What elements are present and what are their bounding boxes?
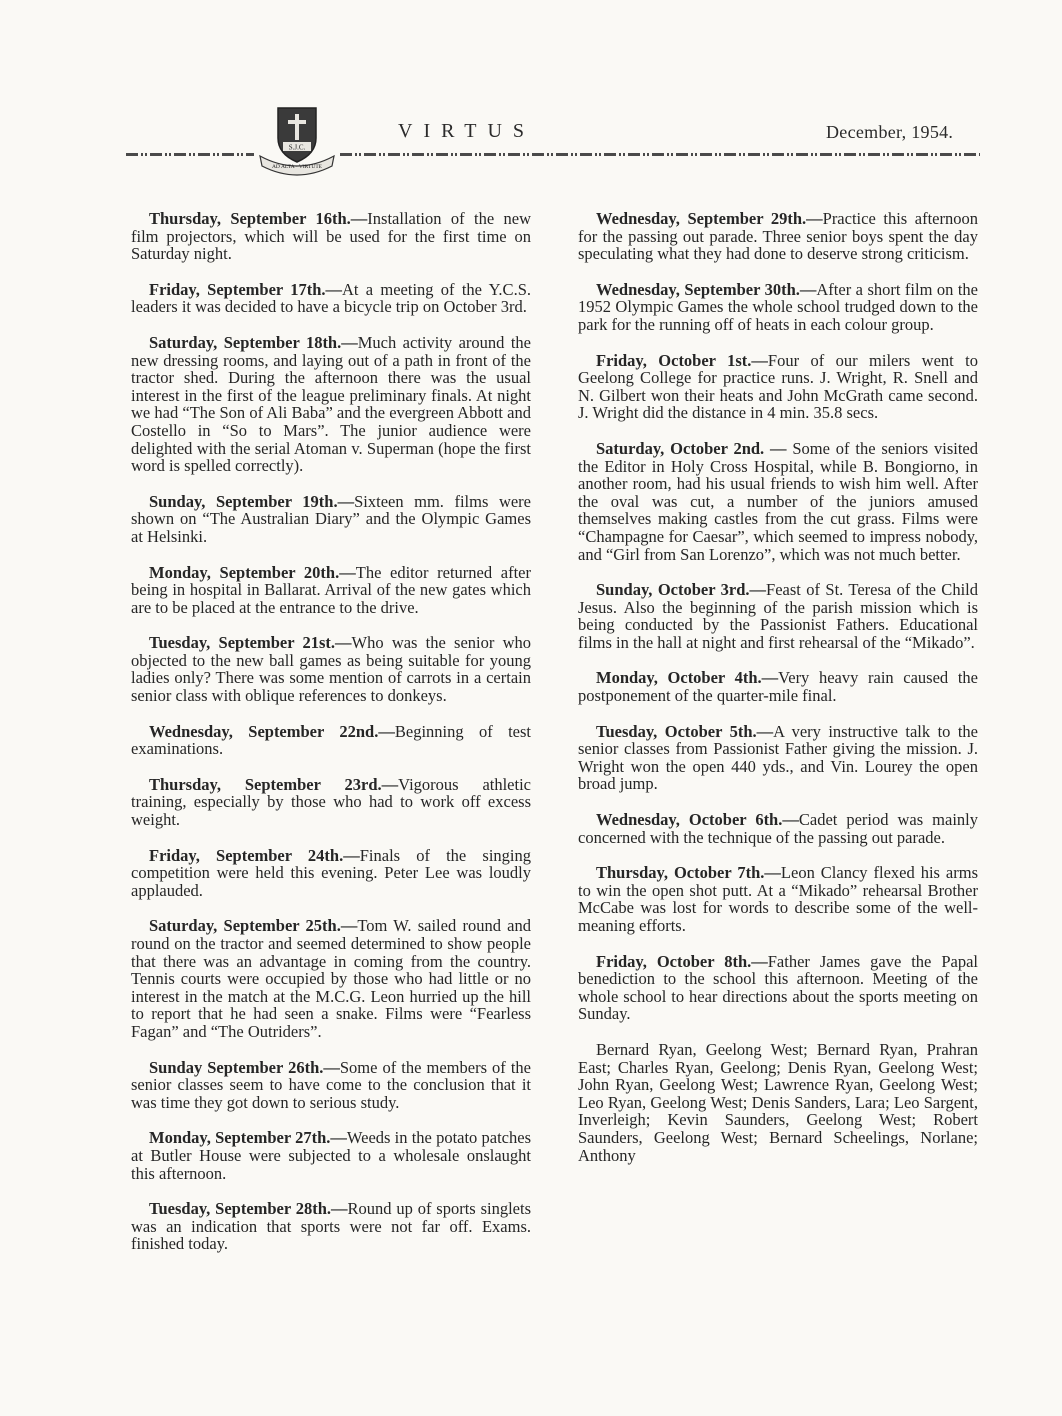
svg-text:S.J.C.: S.J.C.	[288, 143, 306, 152]
entry-date: Sunday, October 3rd.—	[596, 580, 767, 600]
entry-date: Friday, October 8th.—	[596, 951, 768, 971]
diary-entry	[578, 811, 978, 846]
entry-date: Friday, September 17th.—	[149, 279, 342, 299]
entry-date: Thursday, September 23rd.—	[149, 774, 399, 794]
left-column	[131, 210, 531, 1271]
entry-date: Tuesday, September 21st.—	[149, 633, 352, 653]
diary-entry	[578, 440, 978, 563]
entry-date: Monday, September 20th.—	[149, 562, 356, 582]
school-crest-icon	[256, 104, 338, 176]
entry-text: Father James gave the Papal benediction to the school this afternoon. Meeting of the whole school to hear directions about the sports meeting on Sunday.	[578, 951, 978, 1024]
diary-entry	[578, 210, 978, 263]
entry-date: Friday, September 24th.—	[149, 845, 360, 865]
entry-text: Some of the members of the senior classes seem to have come to the conclusion that it was time they got down to serious study.	[131, 1057, 531, 1112]
diary-entry	[131, 210, 531, 263]
entry-text: Some of the seniors visited the Editor in Holy Cross Hospital, while B. Bongiorno, in another room, had his usual friends to wish him well. After the oval was cut, a number of the juniors amused themselves making castles from the cut grass. Films were “Champagne for Caesar”, which seemed to impress nobody, and “Girl from San Lorenzo”, which was not much better.	[578, 438, 979, 564]
entry-date: Wednesday, October 6th.—	[596, 810, 799, 830]
entry-text: Round up of sports singlets was an indication that sports were not far off. Exams. finished today.	[131, 1199, 531, 1254]
diary-entry	[578, 352, 978, 422]
diary-entry	[578, 581, 978, 651]
entry-date: Saturday, September 25th.—	[149, 916, 358, 936]
names-list: Bernard Ryan, Geelong West; Bernard Ryan, Prahran East; Charles Ryan, Geelong; Denis Ryan, Geelong West; John Ryan, Geelong West; Lawrence Ryan, Geelong West; Leo Ryan, Geelong West; Denis Sanders, Lara; Leo Sargent, Inverleigh; Kevin Saunders, Geelong West; Robert Saunders, Geelong West; Bernard Scheelings, Norlane; Anthony	[578, 1039, 978, 1165]
diary-entry	[578, 953, 978, 1023]
diary-entry	[578, 669, 978, 704]
diary-entry	[131, 634, 531, 704]
entry-text: Four of our milers went to Geelong College for practice runs. J. Wright, R. Snell and N. Gilbert won their heats and John McGrath came second. J. Wright did the distance in 4 min. 35.8 secs.	[578, 350, 978, 423]
entry-text: Who was the senior who objected to the new ball games as being suitable for young ladies only? There was some mention of carrots in a certain senior class with oblique references to donkeys.	[131, 633, 531, 706]
entry-text: Weeds in the potato patches at Butler House were subjected to a wholesale onslaught this afternoon.	[131, 1128, 531, 1183]
entry-text: Leon Clancy flexed his arms to win the open shot putt. At a “Mikado” rehearsal Brother McCabe was lost for words to describe some of the well-meaning efforts.	[578, 863, 979, 935]
diary-entry	[131, 1059, 531, 1112]
diary-entry	[578, 723, 978, 793]
entry-text: Vigorous athletic training, especially by those who had to work off excess weight.	[131, 774, 531, 830]
entry-text: After a short film on the 1952 Olympic Games the whole school trudged down to the park for the running off of heats in each colour group.	[578, 279, 978, 334]
entry-date: Saturday, October 2nd. —	[596, 438, 793, 458]
entry-text: Beginning of test examinations.	[131, 721, 531, 759]
entry-text: Very heavy rain caused the postponement of the quarter-mile final.	[578, 668, 978, 706]
entry-date: Wednesday, September 29th.—	[596, 209, 823, 228]
header-rule-right	[340, 153, 980, 156]
entry-date: Thursday, September 16th.—	[149, 209, 368, 228]
entry-text: Finals of the singing competition were held this evening. Peter Lee was loudly applauded.	[131, 845, 531, 900]
diary-entry	[131, 1200, 531, 1253]
publication-title: VIRTUS	[398, 120, 536, 142]
right-column	[578, 210, 978, 1164]
entry-text: At a meeting of the Y.C.S. leaders it was decided to have a bicycle trip on October 3rd.	[131, 279, 531, 317]
diary-entry	[131, 334, 531, 475]
diary-entry	[131, 493, 531, 546]
entry-date: Monday, September 27th.—	[149, 1128, 347, 1148]
entry-text: Much activity around the new dressing rooms, and laying out of a path in front of the tractor shed. During the afternoon there was the usual interest in the first of the league preliminary finals. At night we had “The Son of Ali Baba” and the evergreen Abbott and Costello in “So to Mars”. The junior audience were delighted with the serial Atoman v. Superman (hope the first word is spelled correctly).	[131, 332, 531, 476]
svg-text:AD ALTA · VIRTUTE: AD ALTA · VIRTUTE	[271, 164, 323, 170]
diary-entry	[131, 723, 531, 758]
entry-text: Feast of St. Teresa of the Child Jesus. Also the beginning of the parish mission which is being conducted by the Passionist Fathers. Educational films in the hall at night and first rehearsal of the “Mikado”.	[578, 580, 978, 652]
diary-entry	[131, 847, 531, 900]
diary-entry	[131, 564, 531, 617]
entry-date: Wednesday, September 22nd.—	[149, 721, 395, 741]
entry-text: Installation of the new film projectors, which will be used for the first time on Saturday night.	[131, 209, 531, 264]
page-header	[0, 0, 1062, 200]
entry-date: Friday, October 1st.—	[596, 350, 768, 370]
entry-text: The editor returned after being in hospital in Ballarat. Arrival of the new gates which are to be placed at the entrance to the drive.	[131, 562, 531, 617]
entry-date: Tuesday, September 28th.—	[149, 1199, 348, 1219]
entry-text: Tom W. sailed round and round on the tractor and seemed determined to show people that there was an advantage in coming from the country. Tennis courts were occupied by those who had little or no interest in the match at the M.C.G. Leon hurried up the hill to report that he had seen a snake. Films were “Fearless Fagan” and “The Outriders”.	[131, 916, 532, 1041]
entry-date: Thursday, October 7th.—	[596, 863, 781, 883]
issue-date: December, 1954.	[826, 122, 954, 142]
entry-text: Practice this afternoon for the passing out parade. Three senior boys spent the day speculating what they had done to deserve strong criticism.	[578, 209, 978, 264]
header-rule-left	[126, 153, 254, 156]
diary-entry	[131, 1129, 531, 1182]
entry-date: Wednesday, September 30th.—	[596, 279, 817, 299]
entry-date: Sunday September 26th.—	[149, 1057, 340, 1077]
entry-text: Cadet period was mainly concerned with the technique of the passing out parade.	[578, 810, 978, 847]
entry-date: Tuesday, October 5th.—	[596, 721, 774, 741]
diary-entry	[578, 864, 978, 934]
diary-entry	[131, 281, 531, 316]
entry-date: Monday, October 4th.—	[596, 668, 779, 688]
entry-text: Sixteen mm. films were shown on “The Australian Diary” and the Olympic Games at Helsinki.	[131, 491, 532, 546]
entry-date: Sunday, September 19th.—	[149, 491, 355, 511]
diary-entry	[131, 917, 531, 1040]
entry-text: A very instructive talk to the senior classes from Passionist Father giving the mission. J. Wright won the open 440 yds., and Vin. Lourey the open broad jump.	[578, 721, 978, 794]
diary-entry	[578, 281, 978, 334]
entry-date: Saturday, September 18th.—	[149, 332, 358, 352]
diary-entry	[131, 776, 531, 829]
